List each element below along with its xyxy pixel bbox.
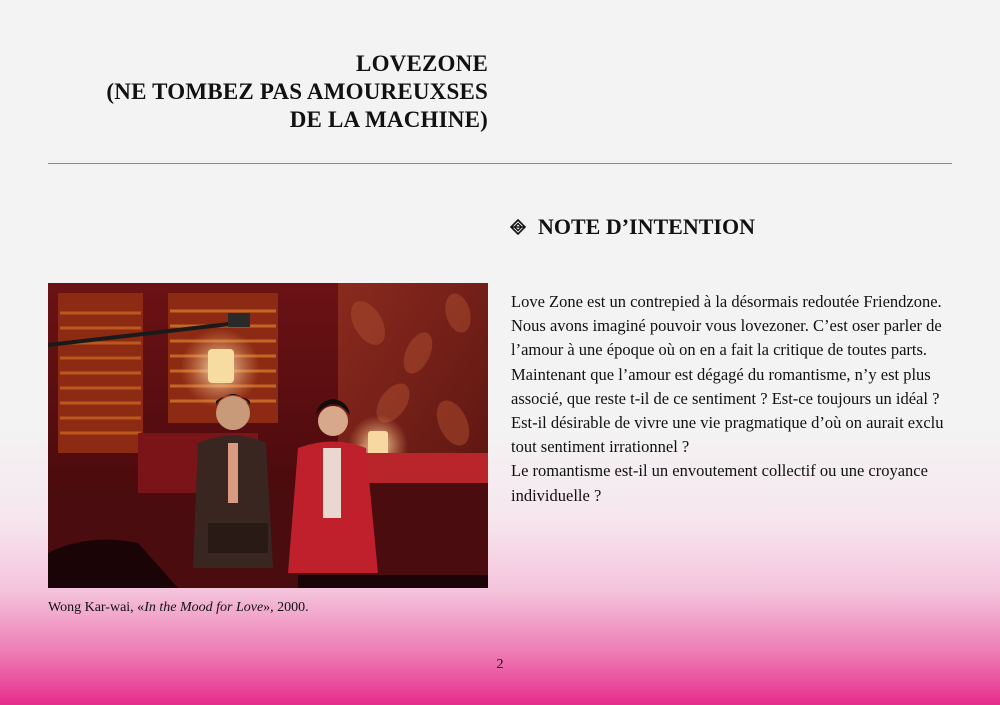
horizontal-divider bbox=[48, 163, 952, 164]
intention-paragraph-1: Love Zone est un contrepied à la désormais redoutée Friendzone. Nous avons imaginé pouvoir vous lovezoner. C’est oser parler de l’amour à une époque où on en a fait la critique de toutes parts. Maintenant que l’amour est dégagé du romantisme, n’y est plus associé, que reste t-il de ce sentiment ? Est-ce toujours un idéal ? Est-il désirable de vivre une vie pragmatique d’où on aurait exclu tout sentiment irrationnel ? bbox=[511, 292, 944, 457]
title-line-1: LOVEZONE bbox=[356, 51, 488, 76]
page-number: 2 bbox=[496, 657, 504, 672]
caption-prefix: Wong Kar-wai, « bbox=[48, 600, 145, 615]
section-heading-text: NOTE D’INTENTION bbox=[538, 214, 755, 239]
document-title bbox=[106, 50, 488, 134]
figure-caption bbox=[48, 599, 309, 617]
title-line-3: DE LA MACHINE) bbox=[289, 107, 488, 132]
caption-suffix: », 2000. bbox=[263, 600, 309, 615]
film-still-image bbox=[48, 283, 488, 588]
film-still-illustration bbox=[48, 283, 488, 588]
intention-text bbox=[511, 290, 951, 508]
diamond-ornament-icon bbox=[510, 219, 526, 235]
caption-film-title: In the Mood for Love bbox=[144, 600, 264, 615]
section-heading bbox=[510, 213, 755, 241]
title-line-2: (NE TOMBEZ PAS AMOUREUXSES bbox=[106, 79, 488, 104]
intention-paragraph-2: Le romantisme est-il un envoutement collectif ou une croyance individuelle ? bbox=[511, 461, 928, 505]
